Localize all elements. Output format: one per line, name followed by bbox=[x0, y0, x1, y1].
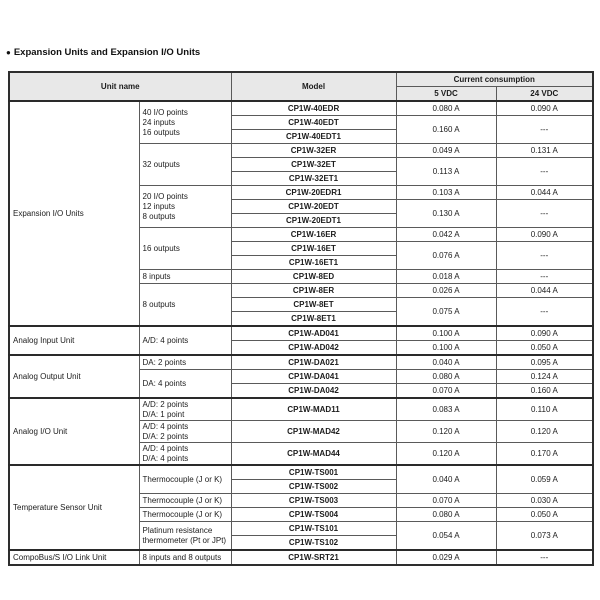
table-row bbox=[9, 550, 593, 565]
current-5vdc-cell: 0.130 A bbox=[396, 200, 496, 228]
header-model: Model bbox=[231, 72, 396, 101]
current-5vdc-cell: 0.040 A bbox=[396, 465, 496, 494]
current-24vdc-cell: 0.124 A bbox=[496, 370, 593, 384]
model-cell: CP1W-32ER bbox=[231, 144, 396, 158]
spec-cell: 32 outputs bbox=[139, 144, 231, 186]
model-cell: CP1W-20EDR1 bbox=[231, 186, 396, 200]
model-cell: CP1W-16ER bbox=[231, 228, 396, 242]
unit-name-cell: Analog Input Unit bbox=[9, 326, 139, 355]
current-5vdc-cell: 0.160 A bbox=[396, 116, 496, 144]
current-24vdc-cell: 0.110 A bbox=[496, 398, 593, 421]
current-5vdc-cell: 0.076 A bbox=[396, 242, 496, 270]
model-cell: CP1W-SRT21 bbox=[231, 550, 396, 565]
current-24vdc-cell: --- bbox=[496, 242, 593, 270]
model-cell: CP1W-32ET1 bbox=[231, 172, 396, 186]
spec-cell: A/D: 4 points D/A: 4 points bbox=[139, 443, 231, 466]
model-cell: CP1W-AD041 bbox=[231, 326, 396, 341]
spec-cell: Thermocouple (J or K) bbox=[139, 494, 231, 508]
current-5vdc-cell: 0.120 A bbox=[396, 443, 496, 466]
model-cell: CP1W-TS102 bbox=[231, 536, 396, 551]
current-24vdc-cell: --- bbox=[496, 298, 593, 327]
current-24vdc-cell: 0.030 A bbox=[496, 494, 593, 508]
current-5vdc-cell: 0.029 A bbox=[396, 550, 496, 565]
current-24vdc-cell: 0.160 A bbox=[496, 384, 593, 399]
model-cell: CP1W-TS004 bbox=[231, 508, 396, 522]
spec-cell: Thermocouple (J or K) bbox=[139, 508, 231, 522]
current-24vdc-cell: --- bbox=[496, 270, 593, 284]
current-24vdc-cell: 0.120 A bbox=[496, 421, 593, 443]
model-cell: CP1W-40EDT bbox=[231, 116, 396, 130]
model-cell: CP1W-TS002 bbox=[231, 480, 396, 494]
table-row bbox=[9, 465, 593, 480]
current-24vdc-cell: 0.090 A bbox=[496, 101, 593, 116]
model-cell: CP1W-MAD42 bbox=[231, 421, 396, 443]
table-row bbox=[9, 326, 593, 341]
current-24vdc-cell: --- bbox=[496, 158, 593, 186]
spec-cell: DA: 2 points bbox=[139, 355, 231, 370]
current-24vdc-cell: 0.044 A bbox=[496, 186, 593, 200]
current-24vdc-cell: 0.050 A bbox=[496, 341, 593, 356]
current-24vdc-cell: --- bbox=[496, 116, 593, 144]
expansion-units-table bbox=[8, 71, 594, 566]
model-cell: CP1W-40EDT1 bbox=[231, 130, 396, 144]
model-cell: CP1W-20EDT bbox=[231, 200, 396, 214]
spec-cell: A/D: 4 points D/A: 2 points bbox=[139, 421, 231, 443]
model-cell: CP1W-TS001 bbox=[231, 465, 396, 480]
model-cell: CP1W-MAD44 bbox=[231, 443, 396, 466]
current-5vdc-cell: 0.075 A bbox=[396, 298, 496, 327]
spec-cell: A/D: 4 points bbox=[139, 326, 231, 355]
model-cell: CP1W-TS003 bbox=[231, 494, 396, 508]
spec-cell: 8 outputs bbox=[139, 284, 231, 327]
model-cell: CP1W-8ET1 bbox=[231, 312, 396, 327]
units-table-body bbox=[9, 101, 593, 565]
table-row bbox=[9, 101, 593, 116]
unit-name-cell: Expansion I/O Units bbox=[9, 101, 139, 326]
model-cell: CP1W-32ET bbox=[231, 158, 396, 172]
spec-cell: DA: 4 points bbox=[139, 370, 231, 399]
spec-cell: 20 I/O points 12 inputs 8 outputs bbox=[139, 186, 231, 228]
header-24vdc: 24 VDC bbox=[496, 87, 593, 102]
spec-cell: 16 outputs bbox=[139, 228, 231, 270]
current-24vdc-cell: --- bbox=[496, 550, 593, 565]
spec-cell: A/D: 2 points D/A: 1 point bbox=[139, 398, 231, 421]
unit-name-cell: Temperature Sensor Unit bbox=[9, 465, 139, 550]
spec-cell: Thermocouple (J or K) bbox=[139, 465, 231, 494]
current-24vdc-cell: 0.095 A bbox=[496, 355, 593, 370]
section-title bbox=[6, 47, 200, 58]
model-cell: CP1W-TS101 bbox=[231, 522, 396, 536]
spec-cell: Platinum resistance thermometer (Pt or JPt) bbox=[139, 522, 231, 551]
current-5vdc-cell: 0.040 A bbox=[396, 355, 496, 370]
current-5vdc-cell: 0.070 A bbox=[396, 494, 496, 508]
current-24vdc-cell: 0.090 A bbox=[496, 326, 593, 341]
bullet-icon: ● bbox=[6, 48, 11, 57]
table-row bbox=[9, 398, 593, 421]
header-unit-name: Unit name bbox=[9, 72, 231, 101]
table-header bbox=[9, 72, 593, 101]
current-5vdc-cell: 0.026 A bbox=[396, 284, 496, 298]
section-title-text: Expansion Units and Expansion I/O Units bbox=[13, 47, 201, 58]
current-5vdc-cell: 0.113 A bbox=[396, 158, 496, 186]
current-24vdc-cell: --- bbox=[496, 200, 593, 228]
model-cell: CP1W-40EDR bbox=[231, 101, 396, 116]
current-24vdc-cell: 0.044 A bbox=[496, 284, 593, 298]
current-5vdc-cell: 0.070 A bbox=[396, 384, 496, 399]
current-24vdc-cell: 0.090 A bbox=[496, 228, 593, 242]
current-5vdc-cell: 0.100 A bbox=[396, 341, 496, 356]
model-cell: CP1W-16ET1 bbox=[231, 256, 396, 270]
model-cell: CP1W-DA021 bbox=[231, 355, 396, 370]
current-5vdc-cell: 0.080 A bbox=[396, 370, 496, 384]
spec-cell: 40 I/O points 24 inputs 16 outputs bbox=[139, 101, 231, 144]
current-5vdc-cell: 0.049 A bbox=[396, 144, 496, 158]
model-cell: CP1W-DA042 bbox=[231, 384, 396, 399]
unit-name-cell: CompoBus/S I/O Link Unit bbox=[9, 550, 139, 565]
unit-name-cell: Analog I/O Unit bbox=[9, 398, 139, 465]
spec-cell: 8 inputs bbox=[139, 270, 231, 284]
spec-cell: 8 inputs and 8 outputs bbox=[139, 550, 231, 565]
model-cell: CP1W-8ED bbox=[231, 270, 396, 284]
current-5vdc-cell: 0.018 A bbox=[396, 270, 496, 284]
current-5vdc-cell: 0.083 A bbox=[396, 398, 496, 421]
current-24vdc-cell: 0.073 A bbox=[496, 522, 593, 551]
header-current-consumption: Current consumption bbox=[396, 72, 593, 87]
current-24vdc-cell: 0.170 A bbox=[496, 443, 593, 466]
current-24vdc-cell: 0.059 A bbox=[496, 465, 593, 494]
current-5vdc-cell: 0.120 A bbox=[396, 421, 496, 443]
current-5vdc-cell: 0.080 A bbox=[396, 508, 496, 522]
unit-name-cell: Analog Output Unit bbox=[9, 355, 139, 398]
current-5vdc-cell: 0.080 A bbox=[396, 101, 496, 116]
model-cell: CP1W-8ER bbox=[231, 284, 396, 298]
current-5vdc-cell: 0.103 A bbox=[396, 186, 496, 200]
model-cell: CP1W-20EDT1 bbox=[231, 214, 396, 228]
current-5vdc-cell: 0.054 A bbox=[396, 522, 496, 551]
model-cell: CP1W-MAD11 bbox=[231, 398, 396, 421]
current-5vdc-cell: 0.042 A bbox=[396, 228, 496, 242]
model-cell: CP1W-DA041 bbox=[231, 370, 396, 384]
model-cell: CP1W-AD042 bbox=[231, 341, 396, 356]
current-5vdc-cell: 0.100 A bbox=[396, 326, 496, 341]
model-cell: CP1W-8ET bbox=[231, 298, 396, 312]
current-24vdc-cell: 0.131 A bbox=[496, 144, 593, 158]
header-5vdc: 5 VDC bbox=[396, 87, 496, 102]
model-cell: CP1W-16ET bbox=[231, 242, 396, 256]
table-row bbox=[9, 355, 593, 370]
current-24vdc-cell: 0.050 A bbox=[496, 508, 593, 522]
